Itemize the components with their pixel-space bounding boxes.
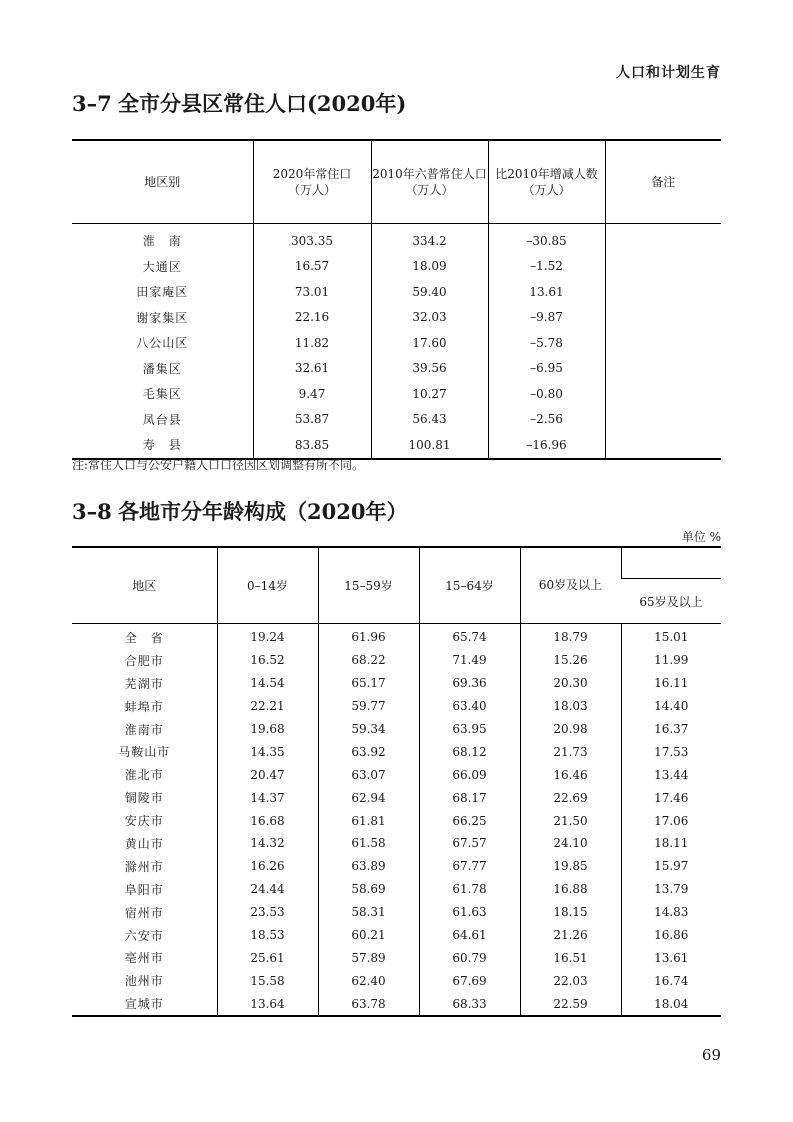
value-cell: 21.50 xyxy=(520,809,621,832)
table2-header-15-59: 15–59岁 xyxy=(318,547,419,624)
value-cell: 17.46 xyxy=(621,786,721,809)
table2-title xyxy=(72,496,407,526)
value-cell: 61.96 xyxy=(318,624,419,649)
region-cell: 铜陵市 xyxy=(124,791,164,806)
value-cell: 53.87 xyxy=(253,407,371,433)
region-cell: 池州市 xyxy=(124,974,164,989)
region-cell: 蚌埠市 xyxy=(124,699,164,714)
value-cell: 14.37 xyxy=(217,786,318,809)
value-cell: 19.68 xyxy=(217,718,318,741)
region-cell: 宣城市 xyxy=(124,997,164,1012)
value-cell: 69.36 xyxy=(419,672,520,695)
value-cell: 63.40 xyxy=(419,695,520,718)
value-cell: 59.34 xyxy=(318,718,419,741)
region-cell: 马鞍山市 xyxy=(118,745,171,760)
value-cell: –2.56 xyxy=(488,407,605,433)
table1-row xyxy=(72,305,721,331)
value-cell: 14.35 xyxy=(217,740,318,763)
table1-header-change: 比2010年增减人数 （万人） xyxy=(488,140,605,224)
value-cell: 60.79 xyxy=(419,946,520,969)
value-cell: 18.53 xyxy=(217,924,318,947)
value-cell: 18.04 xyxy=(621,992,721,1016)
value-cell: 63.92 xyxy=(318,740,419,763)
value-cell: 16.11 xyxy=(621,672,721,695)
value-cell: 67.57 xyxy=(419,832,520,855)
value-cell: 63.07 xyxy=(318,763,419,786)
value-cell: 18.09 xyxy=(371,254,488,280)
table1-row xyxy=(72,432,721,459)
value-cell: 61.63 xyxy=(419,901,520,924)
value-cell: 61.78 xyxy=(419,878,520,901)
value-cell: 59.77 xyxy=(318,695,419,718)
value-cell: 17.06 xyxy=(621,809,721,832)
value-cell: 15.26 xyxy=(520,649,621,672)
table2-header-60plus: 60岁及以上 xyxy=(520,547,621,624)
region-cell: 淮南市 xyxy=(124,722,164,737)
value-cell: 303.35 xyxy=(253,224,371,254)
value-cell: 64.61 xyxy=(419,924,520,947)
table2-row xyxy=(72,855,721,878)
region-cell: 亳州市 xyxy=(124,951,164,966)
table2-header-region: 地区 xyxy=(72,547,217,624)
value-cell: 18.03 xyxy=(520,695,621,718)
value-cell xyxy=(605,356,721,382)
value-cell xyxy=(605,224,721,254)
value-cell: –9.87 xyxy=(488,305,605,331)
table2-row xyxy=(72,946,721,969)
value-cell: 16.26 xyxy=(217,855,318,878)
value-cell: 16.51 xyxy=(520,946,621,969)
table2-number: 3–8 xyxy=(72,499,112,524)
table2-row xyxy=(72,969,721,992)
value-cell xyxy=(605,381,721,407)
region-cell: 阜阳市 xyxy=(124,882,164,897)
value-cell: 18.15 xyxy=(520,901,621,924)
value-cell: –6.95 xyxy=(488,356,605,382)
value-cell: 63.78 xyxy=(318,992,419,1016)
value-cell: 16.88 xyxy=(520,878,621,901)
value-cell: 22.21 xyxy=(217,695,318,718)
value-cell: 68.22 xyxy=(318,649,419,672)
table1-row xyxy=(72,407,721,433)
value-cell: 59.40 xyxy=(371,279,488,305)
region-cell: 大通区 xyxy=(142,259,182,274)
value-cell: 22.69 xyxy=(520,786,621,809)
region-cell: 田家庵区 xyxy=(136,285,189,300)
table2-row xyxy=(72,624,721,649)
value-cell: 13.79 xyxy=(621,878,721,901)
value-cell: 66.25 xyxy=(419,809,520,832)
value-cell xyxy=(605,407,721,433)
value-cell: 19.85 xyxy=(520,855,621,878)
table2-header-65plus: 65岁及以上 xyxy=(621,579,721,624)
table1-header-region: 地区别 xyxy=(72,140,253,224)
value-cell: –16.96 xyxy=(488,432,605,459)
value-cell: 61.81 xyxy=(318,809,419,832)
region-cell: 淮 南 xyxy=(142,234,182,249)
table1-row xyxy=(72,224,721,254)
value-cell: 63.95 xyxy=(419,718,520,741)
region-cell: 黄山市 xyxy=(124,836,164,851)
value-cell: 14.32 xyxy=(217,832,318,855)
value-cell: 22.59 xyxy=(520,992,621,1016)
table1-header-2020: 2020年常住口 （万人） xyxy=(253,140,371,224)
table1-row xyxy=(72,254,721,280)
value-cell: 16.46 xyxy=(520,763,621,786)
value-cell: –1.52 xyxy=(488,254,605,280)
region-cell: 谢家集区 xyxy=(136,310,189,325)
value-cell: 68.12 xyxy=(419,740,520,763)
value-cell: 25.61 xyxy=(217,946,318,969)
value-cell: 32.61 xyxy=(253,356,371,382)
value-cell: 62.94 xyxy=(318,786,419,809)
table2-row xyxy=(72,878,721,901)
value-cell: 19.24 xyxy=(217,624,318,649)
value-cell xyxy=(605,254,721,280)
value-cell xyxy=(605,330,721,356)
region-cell: 凤台县 xyxy=(142,412,182,427)
value-cell: 15.97 xyxy=(621,855,721,878)
table1-number: 3–7 xyxy=(72,91,112,116)
page-number: 69 xyxy=(701,1046,721,1064)
value-cell: 100.81 xyxy=(371,432,488,459)
value-cell: 13.61 xyxy=(621,946,721,969)
table2-row xyxy=(72,924,721,947)
table1-title-text: 全市分县区常住人口(2020年) xyxy=(118,91,407,116)
value-cell: 24.44 xyxy=(217,878,318,901)
table2-unit: 单位 % xyxy=(681,530,721,544)
value-cell: 58.69 xyxy=(318,878,419,901)
value-cell: 13.61 xyxy=(488,279,605,305)
value-cell: 16.37 xyxy=(621,718,721,741)
county-population-table xyxy=(72,139,721,460)
value-cell: 15.01 xyxy=(621,624,721,649)
value-cell: 63.89 xyxy=(318,855,419,878)
value-cell: 15.58 xyxy=(217,969,318,992)
table2-row xyxy=(72,786,721,809)
table2-header-15-64: 15–64岁 xyxy=(419,547,520,624)
value-cell xyxy=(605,305,721,331)
value-cell: 18.11 xyxy=(621,832,721,855)
value-cell: 66.09 xyxy=(419,763,520,786)
table1-title xyxy=(72,88,406,118)
region-cell: 滁州市 xyxy=(124,859,164,874)
value-cell: 56.43 xyxy=(371,407,488,433)
value-cell: 83.85 xyxy=(253,432,371,459)
table2-row xyxy=(72,649,721,672)
value-cell: –30.85 xyxy=(488,224,605,254)
region-cell: 六安市 xyxy=(124,928,164,943)
value-cell: 73.01 xyxy=(253,279,371,305)
table2-row xyxy=(72,809,721,832)
value-cell: 11.82 xyxy=(253,330,371,356)
value-cell: 16.52 xyxy=(217,649,318,672)
value-cell: 21.26 xyxy=(520,924,621,947)
table2-header-0-14: 0–14岁 xyxy=(217,547,318,624)
table1-row xyxy=(72,330,721,356)
value-cell: 11.99 xyxy=(621,649,721,672)
value-cell xyxy=(605,279,721,305)
value-cell: 20.30 xyxy=(520,672,621,695)
table1-header-remarks: 备注 xyxy=(605,140,721,224)
value-cell: 67.69 xyxy=(419,969,520,992)
value-cell: 22.03 xyxy=(520,969,621,992)
running-header: 人口和计划生育 xyxy=(616,65,721,81)
value-cell: 62.40 xyxy=(318,969,419,992)
value-cell: 58.31 xyxy=(318,901,419,924)
table2-row xyxy=(72,832,721,855)
value-cell: 18.79 xyxy=(520,624,621,649)
value-cell: 14.40 xyxy=(621,695,721,718)
value-cell: 334.2 xyxy=(371,224,488,254)
value-cell: 67.77 xyxy=(419,855,520,878)
value-cell: 61.58 xyxy=(318,832,419,855)
value-cell: 22.16 xyxy=(253,305,371,331)
table1-row xyxy=(72,381,721,407)
table2-row xyxy=(72,992,721,1016)
region-cell: 全 省 xyxy=(124,630,164,645)
region-cell: 寿 县 xyxy=(142,438,182,453)
region-cell: 芜湖市 xyxy=(124,676,164,691)
table2-row xyxy=(72,901,721,924)
value-cell: 13.64 xyxy=(217,992,318,1016)
value-cell xyxy=(605,432,721,459)
table1-header-2010: 2010年六普常住人口 （万人） xyxy=(371,140,488,224)
table2-header-blank xyxy=(621,547,721,579)
value-cell: –5.78 xyxy=(488,330,605,356)
region-cell: 安庆市 xyxy=(124,814,164,829)
value-cell: 20.47 xyxy=(217,763,318,786)
age-structure-table xyxy=(72,546,721,1017)
value-cell: 32.03 xyxy=(371,305,488,331)
table2-row xyxy=(72,695,721,718)
value-cell: 14.54 xyxy=(217,672,318,695)
table1-note: 注:常住人口与公安户籍人口口径因区划调整有所不同。 xyxy=(72,458,365,472)
value-cell: 20.98 xyxy=(520,718,621,741)
value-cell: 16.74 xyxy=(621,969,721,992)
value-cell: 10.27 xyxy=(371,381,488,407)
value-cell: 23.53 xyxy=(217,901,318,924)
value-cell: –0.80 xyxy=(488,381,605,407)
table2-row xyxy=(72,763,721,786)
region-cell: 宿州市 xyxy=(124,905,164,920)
value-cell: 9.47 xyxy=(253,381,371,407)
region-cell: 八公山区 xyxy=(136,336,189,351)
value-cell: 60.21 xyxy=(318,924,419,947)
table2-row xyxy=(72,672,721,695)
value-cell: 16.68 xyxy=(217,809,318,832)
region-cell: 毛集区 xyxy=(142,387,182,402)
region-cell: 淮北市 xyxy=(124,768,164,783)
value-cell: 17.53 xyxy=(621,740,721,763)
value-cell: 68.33 xyxy=(419,992,520,1016)
value-cell: 65.17 xyxy=(318,672,419,695)
value-cell: 65.74 xyxy=(419,624,520,649)
table1-row xyxy=(72,356,721,382)
value-cell: 17.60 xyxy=(371,330,488,356)
table2-title-text: 各地市分年龄构成（2020年） xyxy=(118,499,408,524)
value-cell: 16.57 xyxy=(253,254,371,280)
table1-row xyxy=(72,279,721,305)
value-cell: 71.49 xyxy=(419,649,520,672)
value-cell: 57.89 xyxy=(318,946,419,969)
region-cell: 潘集区 xyxy=(142,361,182,376)
value-cell: 16.86 xyxy=(621,924,721,947)
value-cell: 14.83 xyxy=(621,901,721,924)
value-cell: 39.56 xyxy=(371,356,488,382)
value-cell: 21.73 xyxy=(520,740,621,763)
value-cell: 13.44 xyxy=(621,763,721,786)
value-cell: 24.10 xyxy=(520,832,621,855)
table2-row xyxy=(72,740,721,763)
region-cell: 合肥市 xyxy=(124,653,164,668)
value-cell: 68.17 xyxy=(419,786,520,809)
table2-row xyxy=(72,718,721,741)
